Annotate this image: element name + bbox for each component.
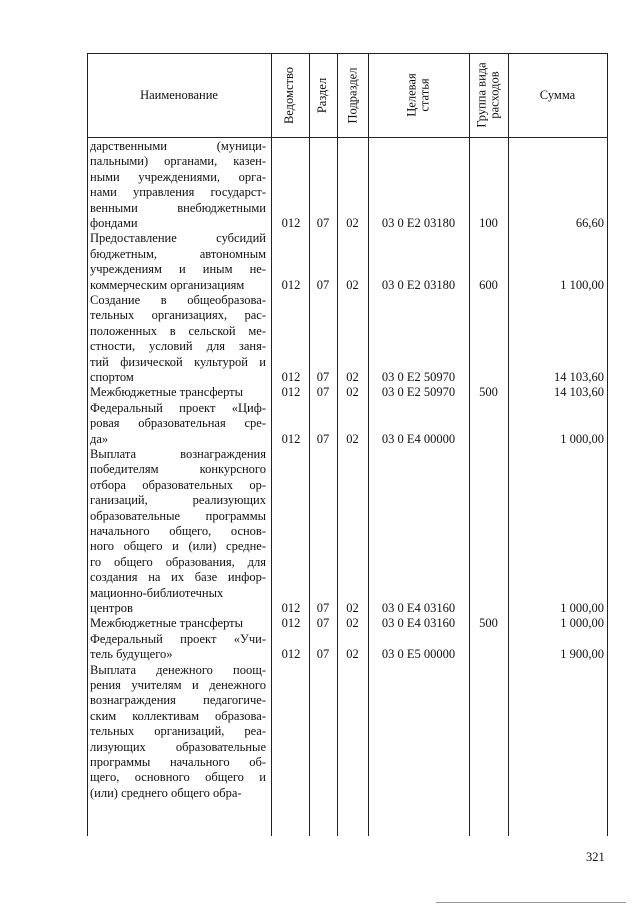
row-name-line: спортом [90, 369, 134, 384]
row-summa: 1 000,00 [560, 616, 604, 631]
row-podrazdel: 02 [346, 431, 359, 446]
row-name-line: ными учреждениями, орга- [90, 169, 266, 184]
row-name-line: щего, основного общего и [90, 770, 266, 785]
row-razdel: 07 [316, 216, 330, 230]
header-celevaya-line1: Целевая [404, 73, 419, 117]
table-right-border [607, 53, 608, 836]
row-name-line: образовательные программы [90, 508, 266, 523]
row-summa: 66,60 [575, 216, 604, 230]
row-podrazdel: 02 [346, 216, 359, 230]
row-name-line: нами управления государст- [90, 185, 266, 200]
row-name [90, 632, 266, 663]
header-name-text: Наименование [140, 87, 218, 102]
row-celevaya: 03 0 Е2 50970 [381, 370, 456, 384]
header-podrazdel-text: Подраздел [345, 67, 359, 123]
row-celevaya: 03 0 Е2 03180 [381, 216, 456, 230]
row-summa: 14 103,60 [554, 370, 604, 384]
row-vedomstvo: 012 [281, 216, 301, 230]
row-name [90, 401, 266, 447]
row-name-line: создания на их базе инфор- [90, 570, 266, 585]
row-razdel: 07 [316, 616, 330, 631]
row-celevaya: 03 0 Е4 03160 [381, 601, 456, 615]
row-vedomstvo: 012 [281, 370, 301, 384]
row-name-line: тельных организациях, рас- [90, 308, 266, 323]
row-summa: 14 103,60 [554, 385, 604, 400]
row-name-line: Федеральный проект «Циф- [90, 400, 266, 415]
header-razdel-text: Раздел [315, 77, 330, 113]
row-razdel: 07 [316, 370, 330, 384]
row-podrazdel: 02 [346, 647, 359, 662]
row-name-line: учреждениям и иным не- [90, 262, 266, 277]
row-name-line: да» [90, 431, 109, 446]
row-gruppa: 500 [479, 616, 498, 631]
row-name-line: Федеральный проект «Учи- [90, 631, 266, 646]
row-name-line: го общего образования, для [90, 554, 266, 569]
row-name-line: коммерческим организациям [90, 277, 245, 292]
row-name-line: ганизаций, реализующих [90, 493, 266, 508]
row-name-line: ским коллективам образова- [90, 708, 266, 723]
row-name-line: центров [90, 600, 133, 615]
col-divider [271, 53, 272, 836]
row-name-line: начального общего, основ- [90, 523, 266, 538]
page-number: 321 [586, 850, 605, 864]
row-name-line: стности, условий для заня- [90, 339, 266, 354]
row-name-line: дарственными (муници- [90, 139, 266, 153]
header-celevaya [368, 53, 469, 137]
header-podrazdel [337, 53, 368, 137]
row-name-line: Межбюджетные трансферты [90, 385, 244, 400]
header-bottom-border [87, 137, 608, 138]
row-vedomstvo: 012 [281, 647, 301, 662]
row-celevaya: 03 0 Е5 00000 [381, 647, 456, 662]
header-vedomstvo-text: Ведомство [282, 66, 297, 124]
row-name-line: тельных организаций, реа- [90, 724, 266, 739]
row-name-line: пальными) органами, казен- [90, 154, 266, 169]
row-razdel: 07 [316, 277, 330, 292]
header-gruppa-line1: Группа вида [474, 62, 489, 128]
row-gruppa: 600 [479, 277, 498, 292]
row-name-line: программы начального об- [90, 754, 266, 769]
row-celevaya: 03 0 Е2 03180 [381, 277, 456, 292]
row-name-line: рения учителям и денежного [90, 677, 266, 692]
row-name-line: победителям конкурсного [90, 462, 266, 477]
row-celevaya: 03 0 Е4 00000 [381, 431, 456, 446]
header-celevaya-line2: статья [417, 78, 432, 112]
row-name-line: тий физической культурой и [90, 354, 266, 369]
header-gruppa-text [476, 62, 502, 127]
row-name [90, 447, 266, 616]
header-celevaya-text [406, 73, 432, 116]
row-name [90, 385, 266, 400]
row-summa: 1 000,00 [560, 431, 604, 446]
footer-rule [436, 902, 626, 903]
row-name-line: положенных в сельской ме- [90, 323, 266, 338]
row-name-line: вознаграждения педагогиче- [90, 693, 266, 708]
row-name-line: (или) среднего общего обра- [90, 785, 242, 800]
row-name-line: Выплата вознаграждения [90, 447, 266, 461]
row-name-line: венными внебюджетными [90, 200, 266, 215]
row-vedomstvo: 012 [281, 431, 301, 446]
row-name-line: мационно-библиотечных [90, 585, 224, 600]
row-gruppa: 100 [479, 216, 498, 230]
row-vedomstvo: 012 [281, 616, 301, 631]
table-left-border [87, 53, 88, 836]
row-gruppa: 500 [479, 385, 498, 400]
row-name [90, 293, 266, 385]
row-podrazdel: 02 [346, 601, 359, 615]
header-summa [508, 53, 607, 137]
row-vedomstvo: 012 [281, 601, 301, 615]
row-name [90, 139, 266, 231]
row-name [90, 231, 266, 293]
row-name-line: Предоставление субсидий [90, 231, 266, 246]
budget-table [87, 53, 608, 836]
row-summa: 1 900,00 [560, 647, 604, 662]
row-podrazdel: 02 [346, 370, 359, 384]
row-name [90, 663, 266, 802]
row-name-line: ного общего и (или) средне- [90, 539, 266, 554]
header-gruppa-line2: расходов [487, 71, 502, 119]
row-summa: 1 100,00 [560, 277, 604, 292]
row-name [90, 616, 266, 631]
header-summa-text: Сумма [539, 87, 576, 102]
row-name-line: Выплата денежного поощ- [90, 662, 266, 677]
row-name-line: Создание в общеобразова- [90, 293, 266, 307]
row-razdel: 07 [316, 647, 330, 662]
row-name-line: бюджетным, автономным [90, 246, 266, 261]
header-gruppa [469, 53, 508, 137]
row-name-line: отбора образовательных ор- [90, 477, 266, 492]
header-vedomstvo [271, 53, 309, 137]
row-podrazdel: 02 [346, 277, 359, 292]
row-name-line: лизующих образовательные [90, 739, 266, 754]
header-razdel [309, 53, 337, 137]
row-vedomstvo: 012 [281, 385, 301, 400]
header-name [87, 53, 271, 137]
row-summa: 1 000,00 [560, 601, 604, 615]
row-celevaya: 03 0 Е4 03160 [381, 616, 456, 631]
row-name-line: фондами [90, 215, 138, 230]
row-name-line: Межбюджетные трансферты [90, 616, 244, 631]
row-celevaya: 03 0 Е2 50970 [381, 385, 456, 400]
row-razdel: 07 [316, 385, 330, 400]
col-divider [469, 53, 470, 836]
row-podrazdel: 02 [346, 385, 359, 400]
row-podrazdel: 02 [346, 616, 359, 631]
row-vedomstvo: 012 [281, 277, 301, 292]
row-name-line: тель будущего» [90, 647, 173, 662]
row-razdel: 07 [316, 431, 330, 446]
row-name-line: ровая образовательная сре- [90, 416, 266, 431]
row-razdel: 07 [316, 601, 330, 615]
